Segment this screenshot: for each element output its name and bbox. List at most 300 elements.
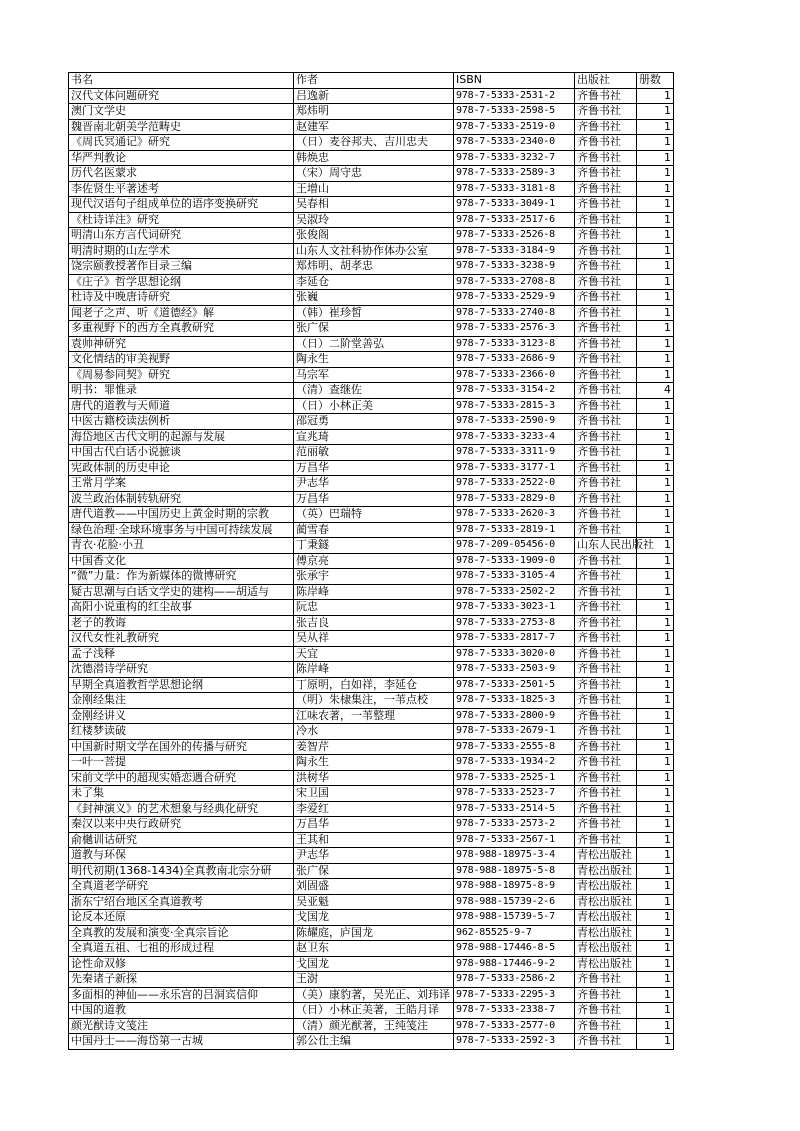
cell-isbn: 978-7-5333-2503-9 [454,662,575,678]
cell-isbn: 978-7-5333-2576-3 [454,321,575,337]
cell-author: 吕逸新 [294,88,454,104]
cell-title: 未了集 [69,786,294,802]
cell-isbn: 978-7-5333-2531-2 [454,88,575,104]
cell-publisher: 齐鲁书社 [575,631,637,647]
cell-publisher: 齐鲁书社 [575,646,637,662]
table-row [69,755,674,771]
cell-count: 1 [637,398,674,414]
cell-author: 天宜 [294,646,454,662]
cell-title: 中国新时期文学在国外的传播与研究 [69,739,294,755]
cell-author: 丁原明，白如祥，李延仓 [294,677,454,693]
cell-publisher: 齐鲁书社 [575,383,637,399]
cell-isbn: 978-7-5333-2800-9 [454,708,575,724]
cell-author: 张俊阁 [294,228,454,244]
cell-publisher: 齐鲁书社 [575,755,637,771]
cell-publisher: 齐鲁书社 [575,476,637,492]
cell-title: 明代初期(1368-1434)全真教南北宗分研 [69,863,294,879]
cell-count: 1 [637,104,674,120]
cell-publisher: 齐鲁书社 [575,166,637,182]
table-row [69,367,674,383]
cell-publisher: 齐鲁书社 [575,600,637,616]
cell-author: 洪树华 [294,770,454,786]
cell-publisher: 齐鲁书社 [575,569,637,585]
cell-publisher: 齐鲁书社 [575,274,637,290]
table-row [69,476,674,492]
cell-author: 李延仓 [294,274,454,290]
table-row [69,305,674,321]
cell-publisher: 齐鲁书社 [575,770,637,786]
cell-publisher: 齐鲁书社 [575,708,637,724]
cell-publisher: 齐鲁书社 [575,212,637,228]
cell-author: 赵建军 [294,119,454,135]
cell-count: 1 [637,197,674,213]
cell-count: 1 [637,166,674,182]
cell-publisher: 青松出版社 [575,941,637,957]
cell-count: 1 [637,569,674,585]
cell-isbn: 978-7-5333-3123-8 [454,336,575,352]
cell-publisher: 齐鲁书社 [575,1034,637,1050]
cell-author: 陶永生 [294,352,454,368]
cell-title: 秦汉以来中央行政研究 [69,817,294,833]
cell-count: 4 [637,383,674,399]
table-row [69,910,674,926]
cell-title: 全真道老学研究 [69,879,294,895]
cell-title: 《封神演义》的艺术想象与经典化研究 [69,801,294,817]
table-row [69,228,674,244]
cell-author: 吴淑玲 [294,212,454,228]
table-row [69,259,674,275]
cell-count: 1 [637,987,674,1003]
table-row [69,832,674,848]
cell-count: 1 [637,631,674,647]
table-row [69,693,674,709]
cell-isbn: 978-7-5333-2519-0 [454,119,575,135]
header-isbn: ISBN [454,73,575,89]
cell-title: 沈德潜诗学研究 [69,662,294,678]
cell-author: 张广保 [294,863,454,879]
cell-publisher: 齐鲁书社 [575,228,637,244]
header-count: 册数 [637,73,674,89]
table-row [69,569,674,585]
cell-publisher: 齐鲁书社 [575,104,637,120]
cell-isbn: 978-7-5333-2592-3 [454,1034,575,1050]
cell-isbn: 978-7-5333-2590-9 [454,414,575,430]
cell-count: 1 [637,615,674,631]
cell-publisher: 齐鲁书社 [575,739,637,755]
cell-isbn: 978-7-5333-2686-9 [454,352,575,368]
cell-isbn: 978-7-5333-2708-8 [454,274,575,290]
table-row [69,848,674,864]
cell-count: 1 [637,243,674,259]
cell-author: （美）康豹著，吴光正、刘玮译 [294,987,454,1003]
cell-publisher: 齐鲁书社 [575,1018,637,1034]
cell-count: 1 [637,832,674,848]
header-author: 作者 [294,73,454,89]
cell-count: 1 [637,321,674,337]
cell-title: 《庄子》哲学思想论纲 [69,274,294,290]
cell-publisher: 青松出版社 [575,925,637,941]
cell-isbn: 978-7-5333-3020-0 [454,646,575,662]
cell-publisher: 齐鲁书社 [575,398,637,414]
cell-title: 明清山东方言代词研究 [69,228,294,244]
cell-count: 1 [637,600,674,616]
cell-author: 范丽敏 [294,445,454,461]
cell-publisher: 齐鲁书社 [575,491,637,507]
cell-count: 1 [637,817,674,833]
cell-count: 1 [637,119,674,135]
cell-count: 1 [637,491,674,507]
table-row [69,1034,674,1050]
cell-title: 金刚经集注 [69,693,294,709]
cell-author: （韩）崔珍皙 [294,305,454,321]
table-row [69,631,674,647]
cell-title: 文化情结的审美视野 [69,352,294,368]
cell-publisher: 齐鲁书社 [575,662,637,678]
cell-author: 万昌华 [294,817,454,833]
cell-publisher: 齐鲁书社 [575,972,637,988]
cell-count: 1 [637,910,674,926]
header-title: 书名 [69,73,294,89]
cell-title: 全真道五祖、七祖的形成过程 [69,941,294,957]
cell-title: 多重视野下的西方全真教研究 [69,321,294,337]
cell-publisher: 齐鲁书社 [575,259,637,275]
cell-author: 丁秉鐩 [294,538,454,554]
cell-publisher: 齐鲁书社 [575,460,637,476]
table-row [69,615,674,631]
cell-isbn: 978-7-5333-2522-0 [454,476,575,492]
cell-count: 1 [637,724,674,740]
cell-publisher: 齐鲁书社 [575,197,637,213]
cell-title: 宋前文学中的超现实婚恋遇合研究 [69,770,294,786]
table-row [69,290,674,306]
cell-count: 1 [637,848,674,864]
cell-publisher: 齐鲁书社 [575,615,637,631]
cell-author: 冷水 [294,724,454,740]
cell-publisher: 齐鲁书社 [575,832,637,848]
cell-publisher: 齐鲁书社 [575,584,637,600]
cell-title: 颜光猷诗文笺注 [69,1018,294,1034]
cell-author: 张承宇 [294,569,454,585]
cell-publisher: 青松出版社 [575,956,637,972]
cell-isbn: 978-7-5333-2577-0 [454,1018,575,1034]
cell-title: 李佐贤生平著述考 [69,181,294,197]
cell-publisher: 齐鲁书社 [575,677,637,693]
cell-author: 马宗军 [294,367,454,383]
cell-publisher: 青松出版社 [575,894,637,910]
cell-title: 《杜诗详注》研究 [69,212,294,228]
cell-isbn: 978-7-5333-2753-8 [454,615,575,631]
table-row [69,584,674,600]
cell-count: 1 [637,336,674,352]
cell-count: 1 [637,677,674,693]
cell-count: 1 [637,507,674,523]
cell-author: 万昌华 [294,460,454,476]
cell-author: （清）查继佐 [294,383,454,399]
table-row [69,460,674,476]
cell-count: 1 [637,662,674,678]
cell-publisher: 齐鲁书社 [575,522,637,538]
cell-count: 1 [637,1018,674,1034]
cell-title: 孟子浅释 [69,646,294,662]
cell-count: 1 [637,367,674,383]
cell-count: 1 [637,228,674,244]
cell-isbn: 978-7-5333-2555-8 [454,739,575,755]
cell-publisher: 齐鲁书社 [575,367,637,383]
cell-publisher: 齐鲁书社 [575,445,637,461]
cell-count: 1 [637,274,674,290]
cell-publisher: 齐鲁书社 [575,119,637,135]
cell-title: 《周氏冥通记》研究 [69,135,294,151]
cell-title: 中国古代白话小说摭谈 [69,445,294,461]
cell-author: 王其和 [294,832,454,848]
table-row [69,538,674,554]
cell-count: 1 [637,941,674,957]
cell-count: 1 [637,553,674,569]
cell-count: 1 [637,972,674,988]
cell-isbn: 978-7-5333-1825-3 [454,693,575,709]
cell-title: 老子的教诲 [69,615,294,631]
cell-author: 李爱红 [294,801,454,817]
table-row [69,1018,674,1034]
cell-title: 金刚经讲义 [69,708,294,724]
table-row [69,243,674,259]
cell-count: 1 [637,894,674,910]
cell-count: 1 [637,801,674,817]
cell-isbn: 978-7-5333-1909-0 [454,553,575,569]
cell-count: 1 [637,305,674,321]
cell-title: 汉代文体问题研究 [69,88,294,104]
cell-title: 唐代道教——中国历史上黄金时期的宗教 [69,507,294,523]
table-row [69,212,674,228]
cell-isbn: 978-7-5333-2598-5 [454,104,575,120]
cell-publisher: 齐鲁书社 [575,290,637,306]
cell-author: 宋卫国 [294,786,454,802]
cell-title: 论反本还原 [69,910,294,926]
cell-author: 阮忠 [294,600,454,616]
cell-author: （日）小林正美 [294,398,454,414]
cell-title: 杜诗及中晚唐诗研究 [69,290,294,306]
cell-count: 1 [637,538,674,554]
cell-publisher: 青松出版社 [575,879,637,895]
cell-publisher: 齐鲁书社 [575,414,637,430]
cell-isbn: 978-7-5333-2526-8 [454,228,575,244]
cell-title: 论性命双修 [69,956,294,972]
cell-author: 吴从祥 [294,631,454,647]
cell-isbn: 978-7-5333-3181-8 [454,181,575,197]
cell-title: 魏晋南北朝美学范畴史 [69,119,294,135]
cell-author: 尹志华 [294,476,454,492]
cell-isbn: 978-7-5333-3177-1 [454,460,575,476]
cell-author: 尹志华 [294,848,454,864]
cell-isbn: 978-988-18975-3-4 [454,848,575,864]
cell-title: 现代汉语句子组成单位的语序变换研究 [69,197,294,213]
cell-count: 1 [637,786,674,802]
table-row [69,150,674,166]
cell-isbn: 978-7-5333-2567-1 [454,832,575,848]
cell-author: （清）颜光猷著，王纯笺注 [294,1018,454,1034]
cell-author: 郑炜明 [294,104,454,120]
table-row [69,429,674,445]
cell-title: 华严判教论 [69,150,294,166]
book-list-table [68,72,674,1050]
cell-count: 1 [637,925,674,941]
cell-title: 中国香文化 [69,553,294,569]
table-row [69,197,674,213]
cell-publisher: 山东人民出版社 [575,538,637,554]
cell-author: 蔺雪春 [294,522,454,538]
cell-publisher: 青松出版社 [575,848,637,864]
cell-author: 戈国龙 [294,910,454,926]
cell-author: 韩焕忠 [294,150,454,166]
cell-isbn: 978-7-5333-2815-3 [454,398,575,414]
cell-title: 多面相的神仙——永乐宫的吕洞宾信仰 [69,987,294,1003]
table-row [69,507,674,523]
cell-title: 汉代女性礼教研究 [69,631,294,647]
cell-count: 1 [637,1003,674,1019]
cell-isbn: 978-7-5333-2529-9 [454,290,575,306]
cell-author: 陈耀庭，庐国龙 [294,925,454,941]
cell-title: 青衣·花脸·小丑 [69,538,294,554]
cell-count: 1 [637,135,674,151]
table-row [69,181,674,197]
cell-publisher: 齐鲁书社 [575,801,637,817]
cell-count: 1 [637,693,674,709]
cell-count: 1 [637,755,674,771]
cell-isbn: 978-7-5333-3105-4 [454,569,575,585]
table-row [69,662,674,678]
cell-author: 陈岸峰 [294,584,454,600]
cell-isbn: 978-7-5333-3233-4 [454,429,575,445]
cell-count: 1 [637,150,674,166]
table-row [69,321,674,337]
table-row [69,879,674,895]
table-row [69,972,674,988]
table-row [69,925,674,941]
cell-title: 一叶一菩提 [69,755,294,771]
cell-title: 唐代的道教与天师道 [69,398,294,414]
cell-title: 海岱地区古代文明的起源与发展 [69,429,294,445]
cell-author: 张吉良 [294,615,454,631]
cell-publisher: 齐鲁书社 [575,693,637,709]
header-publisher: 出版社 [575,73,637,89]
table-row [69,274,674,290]
cell-author: （明）朱棣集注，一苇点校 [294,693,454,709]
cell-publisher: 齐鲁书社 [575,987,637,1003]
cell-author: 郭公仕主编 [294,1034,454,1050]
cell-count: 1 [637,88,674,104]
cell-count: 1 [637,863,674,879]
cell-isbn: 978-7-5333-2523-7 [454,786,575,802]
cell-isbn: 978-7-5333-2573-2 [454,817,575,833]
cell-title: 袁帅神研究 [69,336,294,352]
cell-isbn: 978-7-5333-3023-1 [454,600,575,616]
cell-isbn: 978-7-5333-2366-0 [454,367,575,383]
cell-title: 红楼梦读破 [69,724,294,740]
table-header-row [69,73,674,89]
cell-count: 1 [637,956,674,972]
cell-isbn: 978-7-5333-2501-5 [454,677,575,693]
cell-count: 1 [637,879,674,895]
table-row [69,956,674,972]
cell-publisher: 齐鲁书社 [575,321,637,337]
cell-title: 《周易参同契》研究 [69,367,294,383]
cell-title: 饶宗颐教授著作目录三编 [69,259,294,275]
table-row [69,863,674,879]
cell-count: 1 [637,739,674,755]
table-row [69,336,674,352]
cell-author: 王澍 [294,972,454,988]
cell-author: 邵冠勇 [294,414,454,430]
cell-isbn: 978-7-5333-2586-2 [454,972,575,988]
cell-author: （日）二阶堂善弘 [294,336,454,352]
cell-publisher: 齐鲁书社 [575,724,637,740]
table-row [69,491,674,507]
cell-title: 中国丹士——海岱第一古城 [69,1034,294,1050]
cell-author: 赵卫东 [294,941,454,957]
cell-title: 道教与环保 [69,848,294,864]
cell-author: 傅京亮 [294,553,454,569]
table-row [69,352,674,368]
cell-title: 历代名医蒙求 [69,166,294,182]
cell-count: 1 [637,476,674,492]
cell-publisher: 齐鲁书社 [575,817,637,833]
cell-title: 宪政体制的历史申论 [69,460,294,476]
cell-title: 俞樾训诂研究 [69,832,294,848]
cell-isbn: 978-7-5333-2517-6 [454,212,575,228]
cell-isbn: 978-988-18975-5-8 [454,863,575,879]
table-row [69,817,674,833]
cell-title: 中医古籍校读法例析 [69,414,294,430]
cell-author: 山东人文社科协作体办公室 [294,243,454,259]
cell-isbn: 978-988-17446-9-2 [454,956,575,972]
cell-title: 绿色治理·全球环境事务与中国可持续发展 [69,522,294,538]
table-row [69,445,674,461]
cell-title: 早期全真道教哲学思想论纲 [69,677,294,693]
table-row [69,166,674,182]
cell-title: “微”力量：作为新媒体的微博研究 [69,569,294,585]
table-row [69,708,674,724]
cell-publisher: 齐鲁书社 [575,429,637,445]
cell-author: （日）小林正美著，王皓月译 [294,1003,454,1019]
cell-title: 高阳小说重构的红尘故事 [69,600,294,616]
cell-title: 中国的道教 [69,1003,294,1019]
cell-count: 1 [637,584,674,600]
cell-publisher: 齐鲁书社 [575,336,637,352]
table-row [69,104,674,120]
table-row [69,941,674,957]
cell-publisher: 齐鲁书社 [575,135,637,151]
cell-isbn: 978-7-5333-3184-9 [454,243,575,259]
cell-isbn: 978-7-5333-3238-9 [454,259,575,275]
cell-isbn: 978-7-5333-3049-1 [454,197,575,213]
cell-isbn: 978-7-5333-2340-0 [454,135,575,151]
cell-publisher: 齐鲁书社 [575,305,637,321]
cell-author: 姜智芹 [294,739,454,755]
cell-isbn: 978-7-5333-2819-1 [454,522,575,538]
cell-isbn: 978-7-5333-2740-8 [454,305,575,321]
table-row [69,88,674,104]
cell-isbn: 962-85525-9-7 [454,925,575,941]
table-row [69,739,674,755]
cell-count: 1 [637,259,674,275]
cell-isbn: 978-7-5333-2295-3 [454,987,575,1003]
cell-isbn: 978-988-17446-8-5 [454,941,575,957]
cell-author: 陶永生 [294,755,454,771]
table-row [69,801,674,817]
table-row [69,383,674,399]
cell-author: （宋）周守忠 [294,166,454,182]
cell-author: 江味农著，一苇整理 [294,708,454,724]
